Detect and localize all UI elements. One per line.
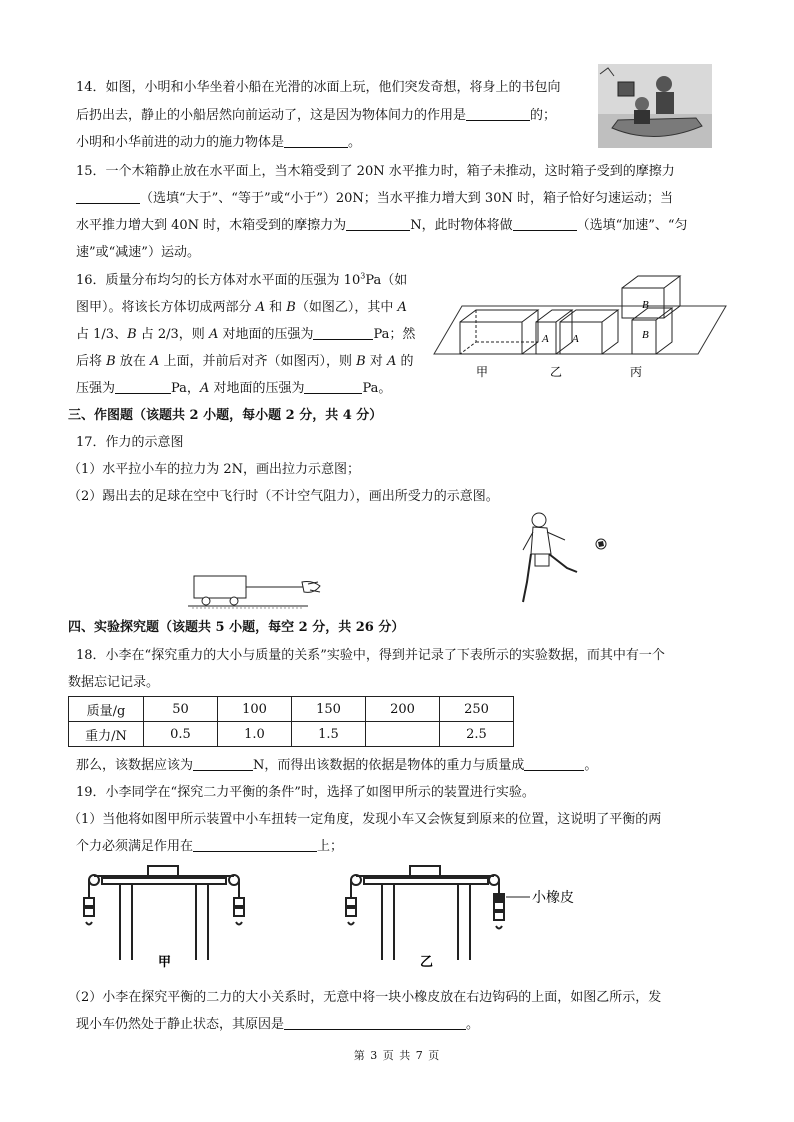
q18-line1: 18．小李在“探究重力的大小与质量的关系”实验中，得到并记录了下表所示的实验数据，而其中有一个 [76, 648, 665, 663]
pressure-boxes-figure [432, 272, 728, 384]
table-cell: 质量/g [69, 697, 144, 722]
table-row [69, 697, 514, 722]
q16-text: 对地面的压强为 [209, 381, 305, 396]
q14-text: 的； [530, 108, 557, 123]
q14-text: 。 [348, 135, 362, 150]
q16-text: 和 [265, 300, 287, 315]
q16-var: B [106, 354, 116, 369]
q19-item2-line1: （2）小李在探究平衡的二力的大小关系时，无意中将一块小橡皮放在右边钩码的上面，如图乙所示，发 [68, 990, 662, 1005]
q15-text: （选填“加速”、“匀 [576, 218, 688, 233]
eraser-label: 小橡皮 [532, 890, 574, 906]
answer-blank[interactable] [466, 106, 530, 121]
table-cell: 100 [218, 697, 292, 722]
q16-line3 [76, 322, 415, 348]
boat-picture [598, 64, 712, 148]
q14-line2 [76, 103, 556, 129]
q18-after [76, 753, 597, 779]
q19-item1-line1: （1）当他将如图甲所示装置中小车扭转一定角度，发现小车又会恢复到原来的位置，这说明了平衡的两 [68, 812, 662, 827]
q16-text: 16．质量分布均匀的长方体对水平面的压强为 10 [76, 273, 361, 288]
q17-item2: （2）踢出去的足球在空中飞行时（不计空气阻力），画出所受力的示意图。 [68, 489, 499, 504]
q19-line1: 19．小李同学在“探究二力平衡的条件”时，选择了如图甲所示的装置进行实验。 [76, 785, 535, 800]
q17-title: 17．作力的示意图 [76, 435, 184, 450]
answer-blank[interactable] [284, 1015, 466, 1030]
box-label-a2: A [572, 333, 579, 345]
q15-text: （选填“大于”、“等于”或“小于”）20N；当水平推力增大到 30N 时，箱子恰好匀速运动；当 [140, 191, 673, 206]
q18-text: 那么，该数据应该为 [76, 758, 194, 773]
q19-text: 现小车仍然处于静止状态，其原因是 [76, 1017, 285, 1032]
answer-blank[interactable] [513, 216, 577, 231]
q16-text: 占 2/3，则 [136, 327, 209, 342]
q16-text: Pa， [171, 381, 200, 396]
q16-var: A [149, 354, 160, 369]
table-cell: 0.5 [144, 722, 218, 747]
q16-var: A [199, 381, 210, 396]
table-cell: 50 [144, 697, 218, 722]
q16-var: A [255, 300, 266, 315]
answer-blank[interactable] [313, 325, 373, 340]
answer-blank[interactable] [524, 756, 584, 771]
q14-text: 后扔出去，静止的小船居然向前运动了，这是因为物体间力的作用是 [76, 108, 467, 123]
q15-text: 水平推力增大到 40N 时，木箱受到的摩擦力为 [76, 218, 347, 233]
q18-text: N，而得出该数据的依据是物体的重力与质量成 [253, 758, 525, 773]
q16-text: Pa。 [362, 381, 392, 396]
q16-text: 图甲）。将该长方体切成两部分 [76, 300, 256, 315]
q16-line5 [76, 376, 391, 402]
section-four-heading: 四、实验探究题（该题共 5 小题，每空 2 分，共 26 分） [68, 620, 405, 635]
table-cell: 250 [440, 697, 514, 722]
q16-text: 占 1/3、 [76, 327, 128, 342]
q16-text: 上面，并前后对齐（如图丙），则 [159, 354, 357, 369]
fig-label-jia: 甲 [476, 365, 489, 379]
answer-blank[interactable] [76, 189, 140, 204]
table-cell: 150 [292, 697, 366, 722]
table-cell: 重力/N [69, 722, 144, 747]
q18-line2: 数据忘记记录。 [68, 675, 160, 690]
q16-text: 对地面的压强为 [218, 327, 314, 342]
q16-sup: 3 [360, 271, 366, 281]
q16-text: 对 [365, 354, 387, 369]
cart-figure [188, 564, 328, 610]
q16-text: （如图乙），其中 [295, 300, 398, 315]
q14-text: 小明和小华前进的动力的施力物体是 [76, 135, 285, 150]
q19-item1-line2 [76, 834, 343, 860]
q17-item1: （1）水平拉小车的拉力为 2N，画出拉力示意图； [68, 462, 361, 477]
section-three-heading: 三、作图题（该题共 2 小题，每小题 2 分，共 4 分） [68, 408, 383, 423]
q19-item2-line2 [76, 1012, 479, 1038]
q16-var: B [286, 300, 296, 315]
q16-text: Pa；然 [373, 327, 416, 342]
q15-line4: 速”或“减速”）运动。 [76, 245, 200, 260]
q16-text: Pa（如 [365, 273, 408, 288]
q16-var: A [208, 327, 219, 342]
answer-blank[interactable] [284, 133, 348, 148]
fig-label-jia: 甲 [158, 955, 172, 970]
q16-var: B [356, 354, 366, 369]
q15-line1: 15．一个木箱静止放在水平面上，当木箱受到了 20N 水平推力时，箱子未推动，这时箱子受到的摩擦力 [76, 164, 675, 179]
q16-text: 放在 [115, 354, 150, 369]
fig-label-yi: 乙 [420, 955, 434, 970]
answer-blank[interactable] [346, 216, 410, 231]
q16-text: 后将 [76, 354, 107, 369]
q19-text: 。 [466, 1017, 480, 1032]
answer-blank[interactable] [193, 837, 317, 852]
answer-blank[interactable] [304, 379, 362, 394]
two-force-apparatus-figure [74, 860, 634, 972]
table-cell [366, 722, 440, 747]
q14-line3 [76, 130, 361, 156]
soccer-player-picture [517, 510, 613, 610]
table-cell: 200 [366, 697, 440, 722]
gravity-mass-table [68, 696, 514, 747]
box-label-a1: A [542, 333, 549, 345]
q16-var: B [127, 327, 137, 342]
answer-blank[interactable] [115, 379, 171, 394]
fig-label-yi: 乙 [550, 365, 563, 379]
q15-text: N，此时物体将做 [410, 218, 513, 233]
q16-line1 [76, 268, 407, 294]
box-label-b2: B [642, 329, 649, 341]
table-row [69, 722, 514, 747]
q16-var: A [397, 300, 407, 315]
fig-label-bing: 丙 [630, 365, 643, 379]
q16-line4 [76, 349, 413, 375]
q16-var: A [386, 354, 397, 369]
q16-text: 的 [396, 354, 414, 369]
q15-line2 [76, 186, 673, 212]
page-footer: 第 3 页 共 7 页 [353, 1049, 441, 1062]
table-cell: 2.5 [440, 722, 514, 747]
q15-line3 [76, 213, 688, 239]
q16-line2 [76, 295, 407, 321]
q18-text: 。 [584, 758, 598, 773]
q19-text: 个力必须满足作用在 [76, 839, 194, 854]
answer-blank[interactable] [193, 756, 253, 771]
table-cell: 1.0 [218, 722, 292, 747]
q19-text: 上； [317, 839, 344, 854]
table-cell: 1.5 [292, 722, 366, 747]
q16-text: 压强为 [76, 381, 116, 396]
box-label-b1: B [642, 299, 649, 311]
q14-line1: 14．如图，小明和小华坐着小船在光滑的冰面上玩，他们突发奇想，将身上的书包向 [76, 80, 561, 95]
